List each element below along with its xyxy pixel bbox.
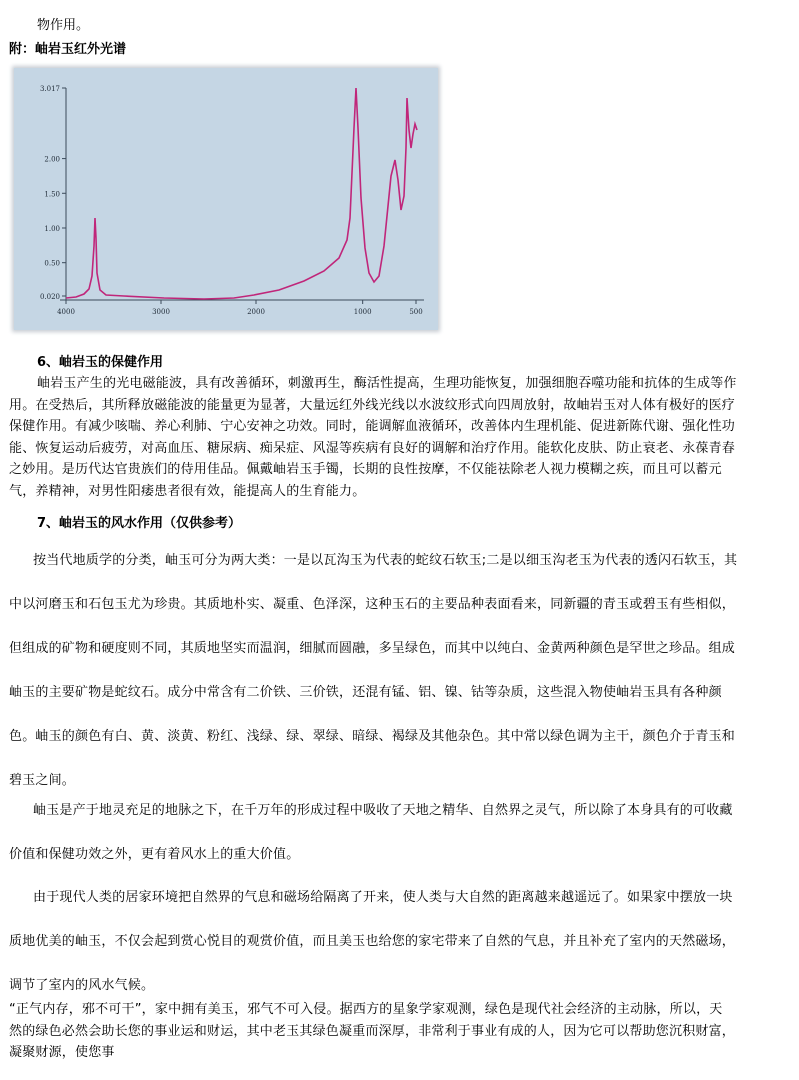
- section7-line: 中以河磨玉和石包玉尤为珍贵。其质地朴实、凝重、色泽深，这种玉石的主要品种表面看来，同新疆的青玉或碧玉有些相似，: [9, 597, 736, 612]
- section7-line: 调节了室内的风水气候。: [9, 978, 155, 993]
- section7-paragraph-2: [9, 789, 791, 877]
- ir-spectrum-figure: [14, 68, 438, 330]
- section7-line: 价值和保健功效之外，更有着风水上的重大价值。: [9, 847, 300, 862]
- section7-line: 碧玉之间。: [9, 773, 76, 788]
- section6-line: 气，养精神，对男性阳痿患者很有效，能提高人的生育能力。: [9, 483, 366, 499]
- x-tick-label: 500: [409, 308, 423, 316]
- x-tick-label: 1000: [353, 308, 372, 316]
- section7-line: “正气内存，邪不可干”，家中拥有美玉，邪气不可入侵。据西方的星象学家观测，绿色是现代社会经济的主动脉，所以，天: [9, 1002, 723, 1017]
- section7-paragraph-1: [9, 539, 791, 803]
- section7-paragraph-3: [9, 876, 791, 1008]
- section7-line: 由于现代人类的居家环境把自然界的气息和磁场给隔离了开来，使人类与大自然的距离越来越遥远了。如果家中摆放一块: [33, 890, 733, 905]
- text-top-line: 物作用。: [37, 18, 90, 33]
- section7-line: 但组成的矿物和硬度则不同，其质地坚实而温润，细腻而圆融，多呈绿色，而其中以纯白、金黄两种颜色是罕世之珍品。组成: [9, 641, 736, 656]
- section7-line: 岫玉的主要矿物是蛇纹石。成分中常含有二价铁、三价铁，还混有锰、铝、镍、钴等杂质，这些混入物使岫岩玉具有各种颜: [9, 685, 722, 700]
- y-tick-label: 1.00: [44, 224, 60, 233]
- section6-line: 用。在受热后，其所释放磁能波的能量更为显著，大量远红外线光线以水波纹形式向四周放射，故岫岩玉对人体有极好的医疗: [9, 397, 736, 413]
- y-tick-label: 0.020: [39, 293, 60, 301]
- section6-line: 能、恢复运动后疲劳，对高血压、糖尿病、痴呆症、风湿等疾病有良好的调解和治疗作用。能软化皮肤、防止衰老、永葆青春: [9, 440, 736, 456]
- section7-paragraph-4: [9, 999, 791, 1064]
- section7-line: 然的绿色必然会助长您的事业运和财运，其中老玉其绿色凝重而深厚，非常利于事业有成的人，因为它可以帮助您沉积财富，: [9, 1023, 736, 1039]
- y-tick-label: 2.00: [44, 155, 60, 164]
- appendix-title: 附：岫岩玉红外光谱: [9, 42, 127, 57]
- section6-line: 岫岩玉产生的光电磁能波，具有改善循环，刺激再生，酶活性提高，生理功能恢复，加强细胞吞噬功能和抗体的生成等作: [37, 376, 737, 391]
- ir-spectrum-chart: [14, 68, 438, 330]
- section7-title: 7、岫岩玉的风水作用（仅供参考）: [37, 516, 242, 531]
- spectrum-trace: [66, 88, 417, 299]
- section7-line: 质地优美的岫玉，不仅会起到赏心悦目的观赏价值，而且美玉也给您的家宅带来了自然的气息，并且补充了室内的天然磁场，: [9, 934, 736, 949]
- y-tick-label: 0.50: [44, 259, 60, 268]
- section6-title: 6、岫岩玉的保健作用: [37, 355, 164, 370]
- y-tick-label: 3.017: [39, 85, 60, 93]
- section6-line: 之妙用。是历代达官贵族们的侍用佳品。佩戴岫岩玉手镯，长期的良性按摩，不仅能祛除老人视力模糊之疾，而且可以蓄元: [9, 462, 722, 477]
- section6-paragraph: [9, 373, 791, 502]
- section7-line: 凝聚财源，使您事: [9, 1045, 115, 1060]
- y-tick-label: 1.50: [44, 190, 60, 199]
- x-tick-label: 2000: [247, 308, 265, 316]
- section7-line: 按当代地质学的分类，岫玉可分为两大类：一是以瓦沟玉为代表的蛇纹石软玉;二是以细玉沟老玉为代表的透闪石软玉，其: [33, 553, 738, 568]
- x-tick-label: 4000: [57, 308, 75, 316]
- section7-line: 色。岫玉的颜色有白、黄、淡黄、粉红、浅绿、绿、翠绿、暗绿、褐绿及其他杂色。其中常以绿色调为主干，颜色介于青玉和: [9, 729, 736, 744]
- section6-line: 保健作用。有减少咳喘、养心利肺、宁心安神之功效。同时，能调解血液循环，改善体内生理机能、促进新陈代谢、强化性功: [9, 419, 736, 434]
- section7-line: 岫玉是产于地灵充足的地脉之下，在千万年的形成过程中吸收了天地之精华、自然界之灵气，所以除了本身具有的可收藏: [33, 803, 733, 818]
- x-tick-label: 3000: [152, 308, 170, 316]
